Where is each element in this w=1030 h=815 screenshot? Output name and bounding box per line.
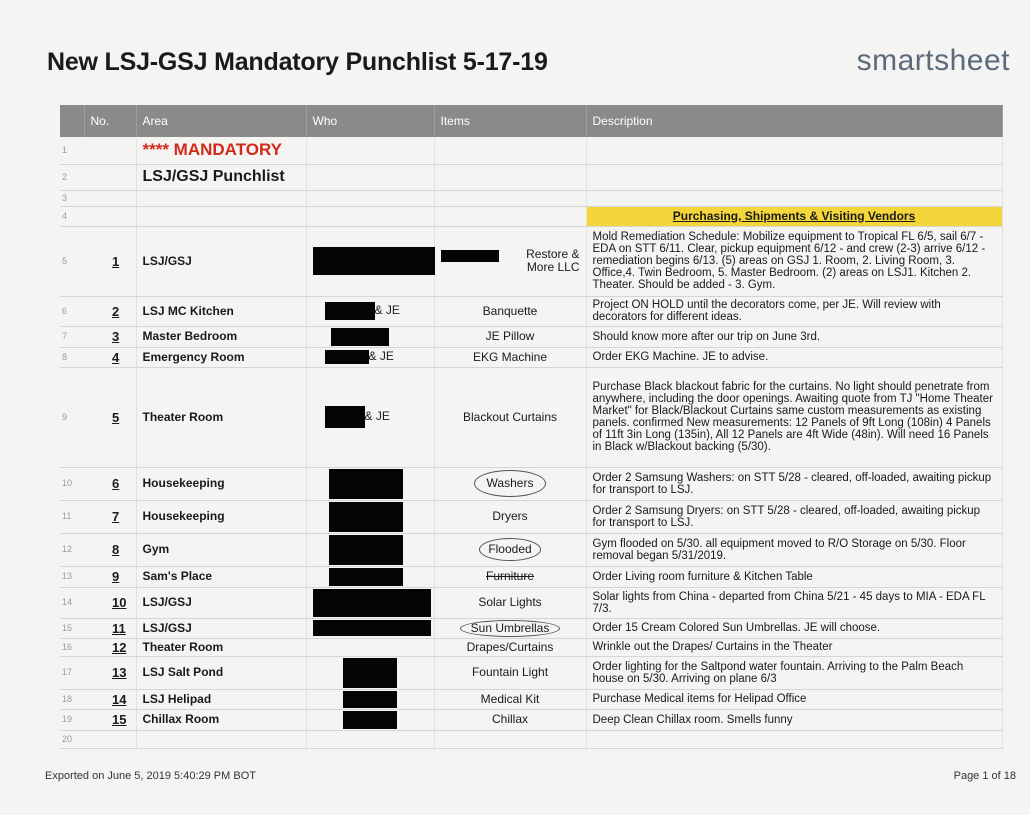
cell-who: [306, 730, 434, 748]
who-cell: [306, 638, 434, 656]
description-cell: Mold Remediation Schedule: Mobilize equipment to Tropical FL 6/5, sail 6/7 - EDA on STT 6/11. Clear, pickup equipment 6/12 - and crew (2-3) arrive 6/12 - remediation begins 6/13. (5) areas on GSJ 1. Room, 2. Living Room, 3. Office,4. Twin Bedroom, 5. Master Bedroom. (2) areas on LSJ1. Kitchen 2. Theater. Should be added - 3. Gym.: [586, 226, 1002, 296]
row-number: 6: [60, 296, 84, 326]
items-cell: Dryers: [434, 500, 586, 533]
who-cell: [306, 689, 434, 709]
circled-item: Washers: [474, 470, 547, 497]
row-number: 1: [60, 137, 84, 164]
table-row: [60, 137, 1002, 164]
table-row: [60, 296, 1002, 326]
description-cell: Deep Clean Chillax room. Smells funny: [586, 709, 1002, 730]
cell-desc: [586, 164, 1002, 190]
cell-no: [84, 206, 136, 226]
table-row: [60, 190, 1002, 206]
redaction-block: [313, 620, 431, 636]
page-title: New LSJ-GSJ Mandatory Punchlist 5-17-19: [47, 48, 548, 76]
items-cell: Banquette: [434, 296, 586, 326]
table-row: [60, 206, 1002, 226]
table-row: [60, 730, 1002, 748]
cell-who: [306, 164, 434, 190]
item-number: 1: [84, 226, 136, 296]
item-number: 9: [84, 566, 136, 587]
table-row: [60, 164, 1002, 190]
mandatory-heading: **** MANDATORY: [142, 139, 282, 159]
row-number: 8: [60, 347, 84, 367]
redaction-block: [343, 691, 397, 708]
redaction-block: [329, 469, 403, 499]
table-row: [60, 566, 1002, 587]
table-header-row: [60, 105, 1002, 137]
area-cell: LSJ MC Kitchen: [136, 296, 306, 326]
redaction-block: [441, 250, 499, 262]
description-cell: Order lighting for the Saltpond water fountain. Arriving to the Palm Beach house on 5/30. Arriving on plane 6/3: [586, 656, 1002, 689]
cell-items: [434, 190, 586, 206]
redaction-block: [329, 568, 403, 586]
table-row: [60, 367, 1002, 467]
column-header-who[interactable]: Who: [306, 105, 434, 137]
description-cell: Purchase Medical items for Helipad Office: [586, 689, 1002, 709]
area-cell: Sam's Place: [136, 566, 306, 587]
who-text: & JE: [368, 349, 394, 364]
item-number: 10: [84, 587, 136, 618]
item-number: 13: [84, 656, 136, 689]
row-number: 14: [60, 587, 84, 618]
items-cell: Furniture: [434, 566, 586, 587]
cell-no: [84, 190, 136, 206]
area-cell: Master Bedroom: [136, 326, 306, 347]
redaction-block: [329, 535, 403, 565]
circled-item: Sun Umbrellas: [460, 620, 561, 637]
smartsheet-logo: smartsheet: [856, 44, 1010, 77]
description-cell: Order 15 Cream Colored Sun Umbrellas. JE will choose.: [586, 618, 1002, 638]
cell-who: [306, 190, 434, 206]
cell-items: [434, 137, 586, 164]
row-number: 13: [60, 566, 84, 587]
who-cell: [306, 367, 434, 467]
cell-area: [136, 164, 306, 190]
cell-desc: [586, 137, 1002, 164]
area-cell: Emergency Room: [136, 347, 306, 367]
item-number: 12: [84, 638, 136, 656]
items-cell: JE Pillow: [434, 326, 586, 347]
row-number: 7: [60, 326, 84, 347]
item-number: 4: [84, 347, 136, 367]
who-text: & JE: [364, 409, 390, 424]
cell-items: [434, 730, 586, 748]
who-cell: [306, 347, 434, 367]
cell-area: [136, 190, 306, 206]
table-row: [60, 347, 1002, 367]
item-number: 8: [84, 533, 136, 566]
redaction-block: [343, 711, 397, 729]
area-cell: LSJ Salt Pond: [136, 656, 306, 689]
row-number: 9: [60, 367, 84, 467]
who-cell: [306, 296, 434, 326]
row-number: 11: [60, 500, 84, 533]
row-number-header: [60, 105, 84, 137]
cell-no: [84, 164, 136, 190]
table-row: [60, 500, 1002, 533]
description-cell: Purchase Black blackout fabric for the curtains. No light should penetrate from anywhere, including the door openings. Awaiting quote from TJ "Home Theater Market" for Black/Blackout Curtains same custom measurements as existing panels. confirmed New measurements: 12 Panels of 9ft Long (108in) 4 Panels of 11ft 3in Long (135in), All 12 Panels are 4ft Wide (48in). Will need 16 Panels in Black w/Blackout backing (5/30).: [586, 367, 1002, 467]
description-cell: Order Living room furniture & Kitchen Table: [586, 566, 1002, 587]
who-cell: [306, 709, 434, 730]
cell-items: [434, 206, 586, 226]
redaction-block: [343, 658, 397, 688]
item-number: 6: [84, 467, 136, 500]
column-header-area[interactable]: Area: [136, 105, 306, 137]
who-cell: [306, 467, 434, 500]
area-cell: LSJ/GSJ: [136, 587, 306, 618]
cell-area: [136, 730, 306, 748]
area-cell: LSJ Helipad: [136, 689, 306, 709]
item-number: 7: [84, 500, 136, 533]
cell-area: [136, 137, 306, 164]
items-cell: Solar Lights: [434, 587, 586, 618]
description-cell: Order 2 Samsung Dryers: on STT 5/28 - cleared, off-loaded, awaiting pickup for transport to LSJ.: [586, 500, 1002, 533]
who-cell: [306, 500, 434, 533]
area-cell: Gym: [136, 533, 306, 566]
who-text: & JE: [374, 303, 400, 318]
who-cell: [306, 226, 434, 296]
items-cell: Blackout Curtains: [434, 367, 586, 467]
row-number: 10: [60, 467, 84, 500]
who-cell: [306, 656, 434, 689]
items-cell: [434, 226, 586, 296]
who-cell: [306, 587, 434, 618]
column-header-description[interactable]: Description: [586, 105, 1002, 137]
row-number: 4: [60, 206, 84, 226]
items-cell: EKG Machine: [434, 347, 586, 367]
cell-who: [306, 137, 434, 164]
cell-desc: [586, 730, 1002, 748]
area-cell: Theater Room: [136, 367, 306, 467]
redaction-block: [325, 406, 365, 428]
item-number: 11: [84, 618, 136, 638]
column-header-no[interactable]: No.: [84, 105, 136, 137]
row-number: 3: [60, 190, 84, 206]
description-cell: Order EKG Machine. JE to advise.: [586, 347, 1002, 367]
items-cell: Fountain Light: [434, 656, 586, 689]
cell-items: [434, 164, 586, 190]
circled-item: Flooded: [479, 538, 540, 561]
items-cell: [434, 467, 586, 500]
page-number: Page 1 of 18: [953, 770, 1016, 782]
row-number: 2: [60, 164, 84, 190]
cell-who: [306, 206, 434, 226]
description-cell: Gym flooded on 5/30. all equipment moved to R/O Storage on 5/30. Floor removal began 5/31/2019.: [586, 533, 1002, 566]
item-number: 15: [84, 709, 136, 730]
section-heading: Purchasing, Shipments & Visiting Vendors: [586, 206, 1002, 226]
cell-desc: [586, 190, 1002, 206]
items-cell: Medical Kit: [434, 689, 586, 709]
area-cell: Housekeeping: [136, 467, 306, 500]
table-row: [60, 467, 1002, 500]
export-timestamp: Exported on June 5, 2019 5:40:29 PM BOT: [45, 770, 256, 782]
table-row: [60, 638, 1002, 656]
items-cell: Drapes/Curtains: [434, 638, 586, 656]
item-number: 2: [84, 296, 136, 326]
cell-no: [84, 730, 136, 748]
item-number: 14: [84, 689, 136, 709]
description-cell: Order 2 Samsung Washers: on STT 5/28 - cleared, off-loaded, awaiting pickup for transport to LSJ.: [586, 467, 1002, 500]
table-row: [60, 618, 1002, 638]
punchlist-heading: LSJ/GSJ Punchlist: [142, 168, 285, 185]
table-row: [60, 533, 1002, 566]
row-number: 17: [60, 656, 84, 689]
punchlist-table: [60, 105, 1003, 749]
table-row: [60, 226, 1002, 296]
redaction-block: [313, 589, 431, 617]
area-cell: LSJ/GSJ: [136, 226, 306, 296]
item-number: 3: [84, 326, 136, 347]
items-text: Restore & More LLC: [526, 247, 580, 274]
items-cell: Chillax: [434, 709, 586, 730]
table-row: [60, 656, 1002, 689]
table-row: [60, 326, 1002, 347]
redaction-block: [329, 502, 403, 532]
who-cell: [306, 618, 434, 638]
area-cell: Chillax Room: [136, 709, 306, 730]
row-number: 16: [60, 638, 84, 656]
redaction-block: [331, 328, 389, 346]
redaction-block: [325, 302, 375, 320]
table-row: [60, 709, 1002, 730]
row-number: 15: [60, 618, 84, 638]
row-number: 5: [60, 226, 84, 296]
table-row: [60, 587, 1002, 618]
row-number: 20: [60, 730, 84, 748]
cell-no: [84, 137, 136, 164]
area-cell: LSJ/GSJ: [136, 618, 306, 638]
column-header-items[interactable]: Items: [434, 105, 586, 137]
redaction-block: [325, 350, 369, 364]
description-cell: Should know more after our trip on June 3rd.: [586, 326, 1002, 347]
description-cell: Wrinkle out the Drapes/ Curtains in the Theater: [586, 638, 1002, 656]
who-cell: [306, 326, 434, 347]
who-cell: [306, 566, 434, 587]
item-number: 5: [84, 367, 136, 467]
who-cell: [306, 533, 434, 566]
area-cell: Theater Room: [136, 638, 306, 656]
description-cell: Solar lights from China - departed from China 5/21 - 45 days to MIA - EDA FL 7/3.: [586, 587, 1002, 618]
items-cell: [434, 618, 586, 638]
area-cell: Housekeeping: [136, 500, 306, 533]
cell-area: [136, 206, 306, 226]
row-number: 19: [60, 709, 84, 730]
table-row: [60, 689, 1002, 709]
description-cell: Project ON HOLD until the decorators come, per JE. Will review with decorators for different ideas.: [586, 296, 1002, 326]
row-number: 18: [60, 689, 84, 709]
items-cell: [434, 533, 586, 566]
redaction-block: [313, 247, 435, 275]
row-number: 12: [60, 533, 84, 566]
